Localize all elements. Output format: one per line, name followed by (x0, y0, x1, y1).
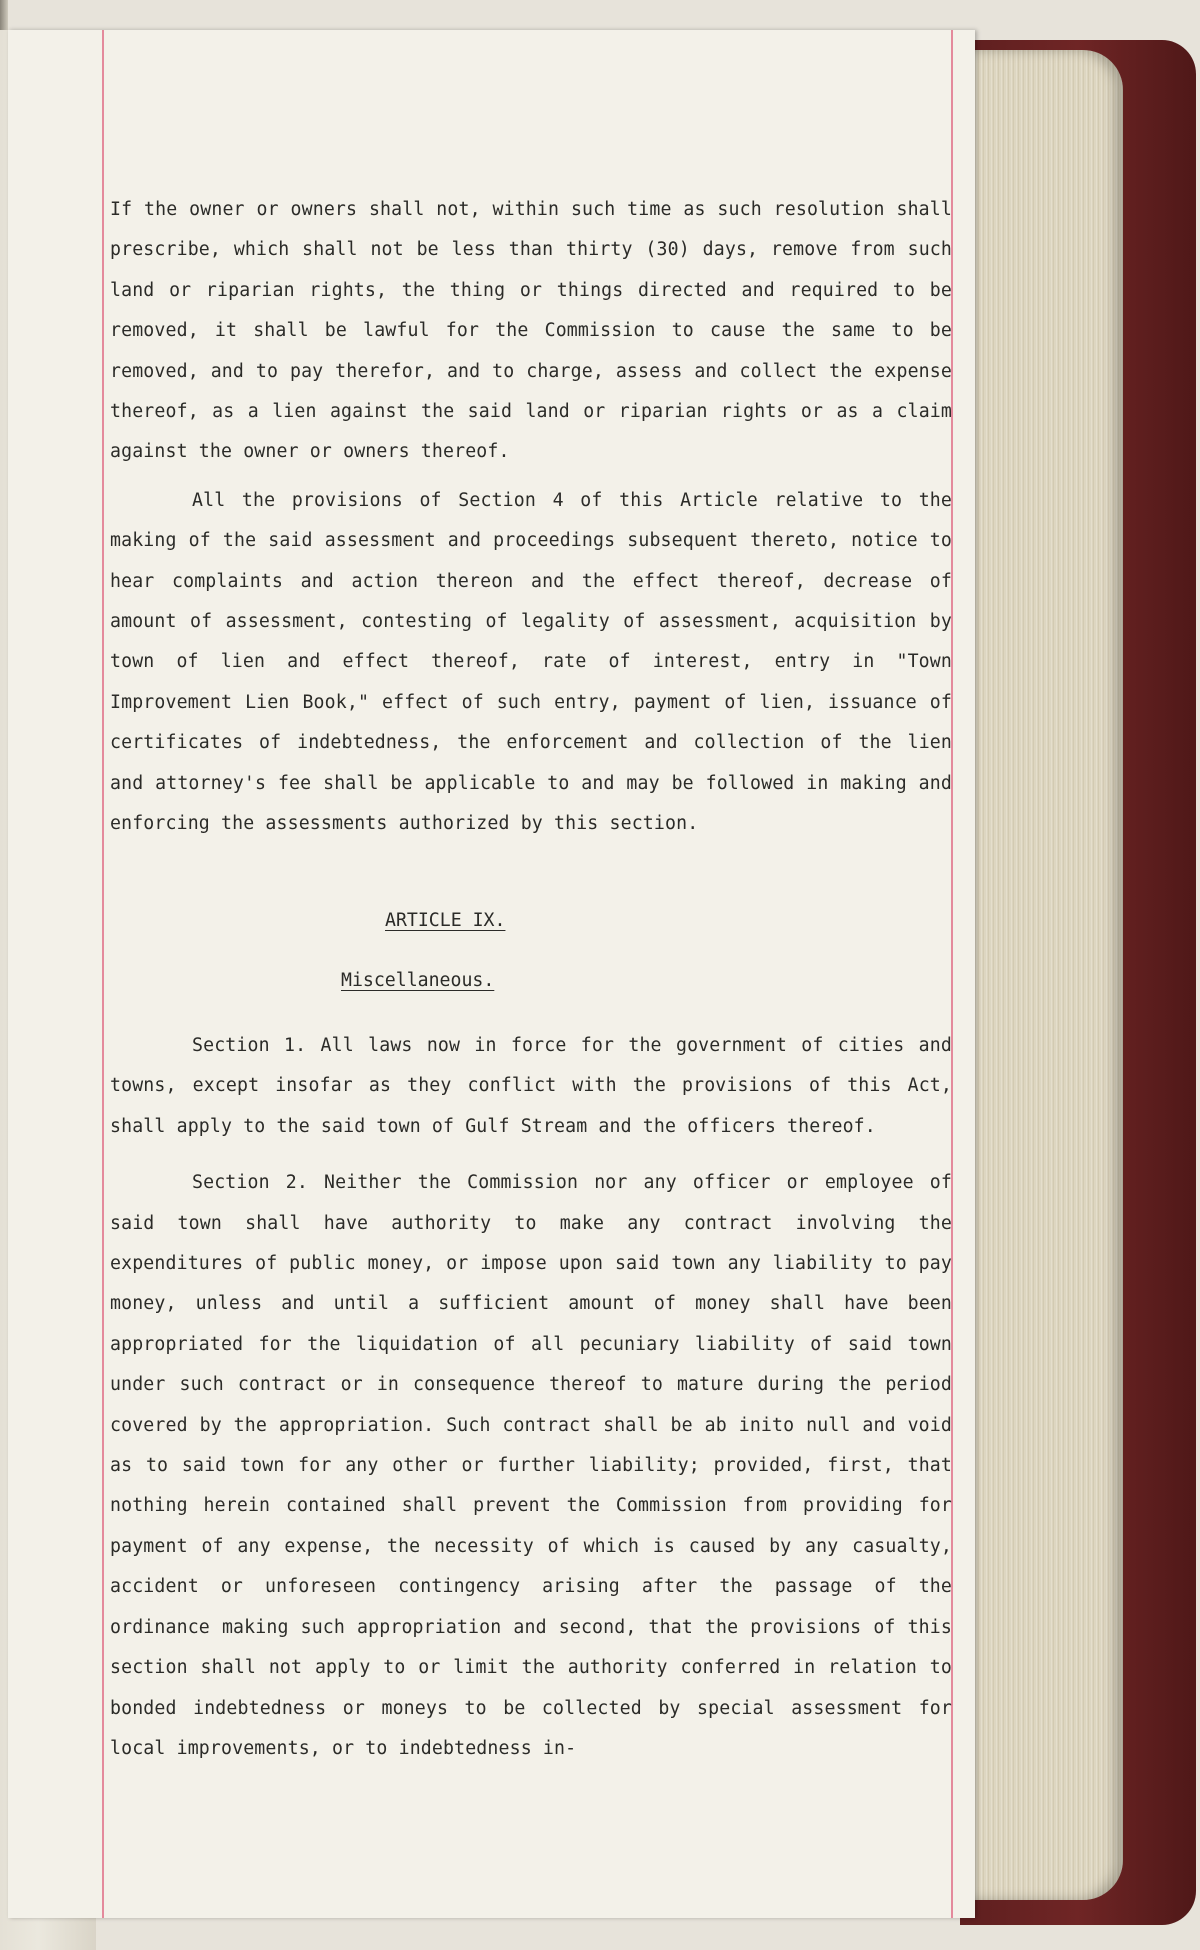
document-page (8, 30, 975, 1918)
paragraph-section-4-provisions: All the provisions of Section 4 of this Article relative to the making of the said assessment and proceedings subsequent thereto, notice to hear complaints and action thereon and the effect thereof, decrease of amount of assessment, contesting of legality of assessment, acquisition by town of lien and effect thereof, rate of interest, entry in "Town Improvement Lien Book," effect of such entry, payment of lien, issuance of certificates of indebtedness, the enforcement and collection of the lien and attorney's fee shall be applicable to and may be followed in making and enforcing the assessments authorized by this section. (110, 489, 952, 835)
article-subheading: Miscellaneous. (341, 970, 495, 991)
body-block-top (110, 190, 952, 845)
section-2-paragraph: Section 2. Neither the Commission nor any officer or employee of said town shall have authority to make any contract involving the expenditures of public money, or impose upon said town any liability to pay money, unless and until a sufficient amount of money shall have been appropriated for the liquidation of all pecuniary liability of said town under such contract or in consequence thereof to mature during the period covered by the appropriation. Such contract shall be ab inito null and void as to said town for any other or further liability; provided, first, that nothing herein contained shall prevent the Commission from providing for payment of any expense, the necessity of which is caused by any casualty, accident or unforeseen contingency arising after the passage of the ordinance making such appropriation and second, that the provisions of this section shall not apply to or limit the authority conferred in relation to bonded indebtedness or moneys to be collected by special assessment for local improvements, or to indebtedness in- (110, 1172, 952, 1759)
section-1-paragraph: Section 1. All laws now in force for the government of cities and towns, except insofar as they conflict with the provisions of this Act, shall apply to the said town of Gulf Stream and the officers thereof. (110, 1035, 952, 1137)
body-block-sections (110, 1026, 952, 1769)
left-margin-rule (102, 30, 104, 1918)
paragraph-lien-claim: If the owner or owners shall not, within such time as such resolution shall prescribe, which shall not be less than thirty (30) days, remove from such land or riparian rights, the thing or things directed and required to be removed, it shall be lawful for the Commission to cause the same to be removed, and to pay therefor, and to charge, assess and collect the expense thereof, as a lien against the said land or riparian rights or as a claim against the owner or owners thereof. (110, 199, 952, 463)
article-heading: ARTICLE IX. (385, 910, 506, 931)
page-edges-stack (965, 50, 1123, 1900)
